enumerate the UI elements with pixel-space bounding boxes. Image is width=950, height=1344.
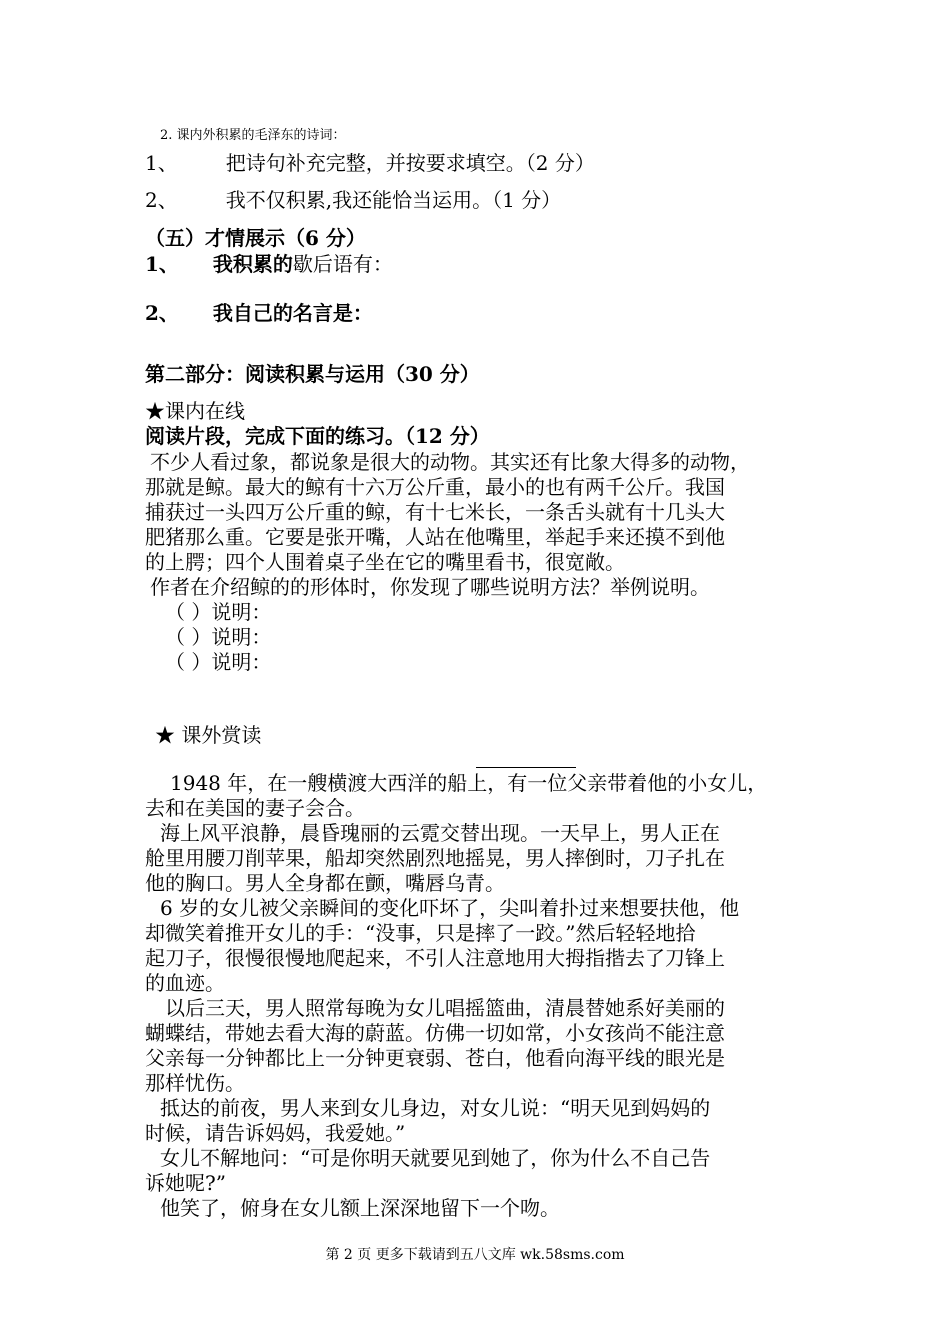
part-2-title: 第二部分：阅读积累与运用（30 分） [145, 362, 480, 386]
talent-question-1 [145, 251, 393, 277]
title-underline [476, 767, 576, 768]
story-line: 诉她呢?” [145, 1171, 226, 1195]
poem-q1-text: 把诗句补充完整，并按要求填空。（2 分） [225, 151, 595, 175]
poem-q1-number: 1、 [145, 151, 178, 175]
accumulate-note: 2. 课内外积累的毛泽东的诗词： [160, 128, 346, 143]
outclass-heading: ★ 课外赏读 [155, 723, 262, 747]
whale-line: 捕获过一头四万公斤重的鲸，有十七米长，一条舌头就有十几头大 [145, 500, 725, 524]
whale-line: 的上腭；四个人围着桌子坐在它的嘴里看书，很宽敞。 [145, 550, 625, 574]
poem-question-2 [145, 187, 561, 213]
talent-q1-bold: 我积累的 [212, 252, 293, 276]
story-line: 时候，请告诉妈妈，我爱她。” [145, 1121, 406, 1145]
poem-q2-text: 我不仅积累,我还能恰当运用。（1 分） [225, 188, 562, 212]
inclass-heading: ★课内在线 [145, 399, 245, 423]
poem-question-1 [145, 150, 595, 176]
inclass-instruction: 阅读片段，完成下面的练习。（12 分） [145, 424, 490, 448]
story-line: 的血迹。 [145, 971, 225, 995]
talent-question-2 [145, 300, 373, 326]
story-line: 女儿不解地问：“可是你明天就要见到她了，你为什么不自己告 [160, 1146, 711, 1170]
section-5-title: （五）才情展示（6 分） [145, 226, 366, 250]
poem-q2-number: 2、 [145, 188, 178, 212]
story-line: 去和在美国的妻子会合。 [145, 796, 365, 820]
story-line: 那样忧伤。 [145, 1071, 245, 1095]
story-line: 他笑了，俯身在女儿额上深深地留下一个吻。 [160, 1196, 560, 1220]
talent-q1-rest: 歇后语有： [292, 252, 393, 276]
story-line: 舱里用腰刀削苹果，船却突然剧烈地摇晃，男人摔倒时，刀子扎在 [145, 846, 725, 870]
answer-line: （ ）说明： [165, 625, 272, 649]
whale-line: 肥猪那么重。它要是张开嘴，人站在他嘴里，举起手来还摸不到他 [145, 525, 725, 549]
story-line: 父亲每一分钟都比上一分钟更衰弱、苍白，他看向海平线的眼光是 [145, 1046, 725, 1070]
story-line: 他的胸口。男人全身都在颤，嘴唇乌青。 [145, 871, 505, 895]
whale-line: 那就是鲸。最大的鲸有十六万公斤重，最小的也有两千公斤。我国 [145, 475, 725, 499]
talent-q2-text: 我自己的名言是： [212, 301, 373, 325]
story-line: 以后三天，男人照常每晚为女儿唱摇篮曲，清晨替她系好美丽的 [165, 996, 725, 1020]
story-line: 1948 年，在一艘横渡大西洋的船上，有一位父亲带着他的小女儿， [170, 771, 768, 795]
whale-line: 不少人看过象，都说象是很大的动物。其实还有比象大得多的动物， [150, 450, 750, 474]
story-line: 抵达的前夜，男人来到女儿身边，对女儿说：“明天见到妈妈的 [160, 1096, 711, 1120]
answer-line: （ ）说明： [165, 650, 272, 674]
story-line: 6 岁的女儿被父亲瞬间的变化吓坏了，尖叫着扑过来想要扶他，他 [160, 896, 740, 920]
story-line: 蝴蝶结，带她去看大海的蔚蓝。仿佛一切如常，小女孩尚不能注意 [145, 1021, 725, 1045]
story-line: 却微笑着推开女儿的手：“没事，只是摔了一跤。”然后轻轻地拾 [145, 921, 696, 945]
story-line: 海上风平浪静，晨昏瑰丽的云霓交替出现。一天早上，男人正在 [160, 821, 720, 845]
talent-q2-number: 2、 [145, 301, 179, 325]
story-line: 起刀子，很慢很慢地爬起来，不引人注意地用大拇指揩去了刀锋上 [145, 946, 725, 970]
talent-q1-number: 1、 [145, 252, 179, 276]
whale-question: 作者在介绍鲸的的形体时，你发现了哪些说明方法？举例说明。 [150, 575, 710, 599]
page-footer: 第 2 页 更多下载请到五八文库 wk.58sms.com [325, 1247, 625, 1263]
answer-line: （ ）说明： [165, 600, 272, 624]
